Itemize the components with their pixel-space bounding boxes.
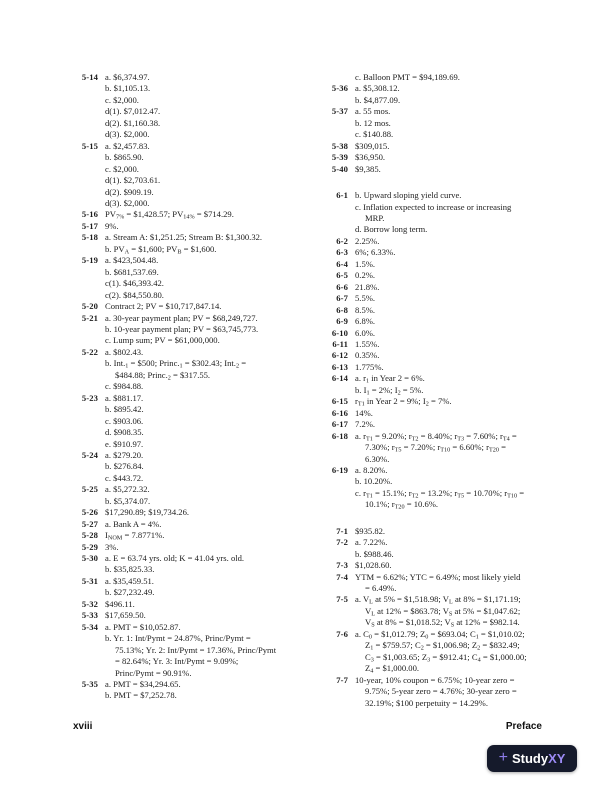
answers-column-1 — [73, 72, 323, 702]
answer-line: b. $35,825.33. — [105, 564, 155, 575]
answer-line: a. $881.17. — [105, 392, 144, 403]
answer-entry — [73, 255, 323, 301]
answer-line: c(2). $84,550.80. — [105, 289, 164, 300]
problem-number: 5-23 — [81, 392, 98, 403]
answer-line: $496.11. — [105, 598, 135, 609]
answer-line: a. $r_1$ in Year 2 = 6%. — [355, 373, 425, 385]
answer-lines — [355, 560, 392, 571]
answer-line: c. $r_{T1} = 15.1\%$; $r_{T2} = 13.2\%$; $r_{T5} = 10.70\%$; $r_{T10}$ = — [355, 487, 525, 500]
answer-line: 0.2%. — [355, 270, 376, 281]
answer-line: b. Yr. 1: Int/Pymt = 24.87%, Princ/Pymt = — [105, 633, 251, 644]
answer-lines — [355, 328, 375, 339]
answer-group — [323, 72, 608, 175]
answer-line: 10.1%; $r_{T20} = 10.6\%$. — [365, 499, 439, 511]
problem-number: 7-3 — [336, 560, 348, 571]
answer-lines — [105, 599, 135, 610]
problem-number: 5-36 — [331, 83, 348, 94]
answer-line: a. $C_0$ = $1,012.79; $Z_0$ = $693.04; $C_1$ = $1,010.02; — [355, 628, 525, 641]
problem-number: 5-25 — [81, 484, 98, 495]
answer-lines — [355, 282, 379, 293]
answer-entry — [323, 560, 608, 571]
answer-line: b. $895.42. — [105, 404, 144, 415]
answer-lines — [355, 594, 521, 628]
answer-entry — [323, 293, 608, 304]
answer-entry — [323, 190, 608, 236]
problem-number: 5-35 — [81, 679, 98, 690]
answer-line: a. Bank A = 4%. — [105, 518, 162, 529]
answer-line: b. $4,877.09. — [355, 94, 401, 105]
answer-entry — [73, 519, 323, 530]
problem-number: 5-19 — [81, 255, 98, 266]
answer-lines — [355, 629, 527, 675]
answer-lines — [105, 519, 161, 530]
answer-lines — [355, 526, 385, 537]
answer-entry — [73, 209, 323, 220]
answer-line: 10-year, 10% coupon = 6.75%; 10-year zero = — [355, 674, 515, 685]
answer-lines — [105, 347, 246, 393]
problem-number: 6-2 — [336, 235, 348, 246]
answer-entry — [323, 431, 608, 465]
answer-lines — [105, 507, 189, 518]
problem-number: 5-22 — [81, 346, 98, 357]
problem-number: 5-15 — [81, 140, 98, 151]
answer-line: b. PMT = $7,252.78. — [105, 690, 177, 701]
problem-number: 6-4 — [336, 258, 348, 269]
answer-line: 9.75%; 5-year zero = 4.76%; 30-year zero = — [365, 686, 517, 697]
answer-lines — [355, 236, 379, 247]
answer-line: 5.5%. — [355, 293, 376, 304]
answer-lines — [355, 537, 394, 560]
answer-line: b. $988.46. — [355, 548, 394, 559]
answer-entry — [323, 594, 608, 628]
answer-line: 1.775%. — [355, 361, 384, 372]
answers-column-2 — [323, 72, 608, 709]
answer-line: c. $984.88. — [105, 381, 144, 392]
answer-lines — [105, 72, 160, 141]
answer-entry — [323, 350, 608, 361]
answer-line: MRP. — [365, 212, 385, 223]
answer-lines — [105, 622, 276, 679]
answer-line: $935.82. — [355, 525, 386, 536]
answer-line: 6%; 6.33%. — [355, 247, 396, 258]
answer-entry — [323, 72, 608, 83]
answer-entry — [323, 259, 608, 270]
answer-lines — [105, 576, 154, 599]
answer-line: d(1). $2,703.61. — [105, 175, 161, 186]
problem-number: 6-16 — [331, 407, 348, 418]
answer-lines — [105, 610, 146, 621]
answer-lines — [105, 221, 119, 232]
problem-number: 6-7 — [336, 293, 348, 304]
answer-line: c. $140.88. — [355, 129, 394, 140]
problem-number: 6-15 — [331, 396, 348, 407]
answer-lines — [105, 393, 144, 450]
problem-number: 6-17 — [331, 419, 348, 430]
answer-entry — [73, 232, 323, 255]
problem-number: 5-17 — [81, 220, 98, 231]
answer-line: 2.25%. — [355, 235, 380, 246]
answer-entry — [73, 530, 323, 541]
problem-number: 6-3 — [336, 247, 348, 258]
answer-entry — [323, 247, 608, 258]
answer-lines — [355, 408, 373, 419]
answer-line: a. $V_L$ at 5% = $1,518.98; $V_L$ at 8% = $1,171.19; — [355, 594, 521, 606]
answer-entry — [323, 537, 608, 560]
answer-line: $Z_1$ = $759.57; $C_2$ = $1,006.98; $Z_2$ = $832.49; — [365, 640, 520, 652]
answer-entry — [73, 507, 323, 518]
answer-entry — [73, 393, 323, 450]
answer-entry — [73, 301, 323, 312]
answer-line: b. $I_1 = 2\%$; $I_2 = 5\%$. — [355, 384, 424, 397]
answer-line: $V_L$ at 12% = $863.78; $V_S$ at 5% = $1,047.62; — [365, 605, 521, 618]
problem-number: 6-9 — [336, 316, 348, 327]
problem-number: 6-13 — [331, 361, 348, 372]
answer-entry — [73, 450, 323, 484]
answer-line: b. Upward sloping yield curve. — [355, 190, 462, 201]
answer-entry — [73, 347, 323, 393]
answer-group — [323, 190, 608, 511]
answer-line: 0.35%. — [355, 350, 380, 361]
answer-lines — [355, 259, 375, 270]
answer-line: $309,015. — [355, 140, 390, 151]
answer-line: 3%. — [105, 541, 119, 552]
answer-lines — [355, 419, 375, 430]
answer-line: $Z_4$ = $1,000.00. — [365, 663, 420, 675]
answer-line: $1,028.60. — [355, 560, 392, 571]
answer-entry — [73, 542, 323, 553]
answer-entry — [323, 316, 608, 327]
answer-line: b. $1,105.13. — [105, 83, 151, 94]
answer-entry — [73, 553, 323, 576]
answer-entry — [323, 305, 608, 316]
answer-line: $PV_{7\%}$ = $1,428.57; $PV_{14\%}$ = $714.29. — [105, 209, 234, 221]
answer-line: d(2). $909.19. — [105, 186, 154, 197]
answer-lines — [355, 141, 389, 152]
answer-lines — [355, 72, 460, 83]
problem-number: 6-12 — [331, 350, 348, 361]
answer-line: a. $35,459.51. — [105, 575, 154, 586]
answer-line: 6.8%. — [355, 316, 376, 327]
problem-number: 5-39 — [331, 152, 348, 163]
answer-lines — [355, 373, 425, 396]
answer-line: a. $6,374.97. — [105, 72, 150, 82]
answer-entry — [323, 373, 608, 396]
answer-line: 75.13%; Yr. 2: Int/Pymt = 17.36%, Princ/Pymt — [115, 644, 277, 655]
answer-lines — [105, 450, 144, 484]
answer-lines — [105, 679, 181, 702]
answer-entry — [73, 141, 323, 210]
answer-line: b. $5,374.07. — [105, 495, 151, 506]
problem-number: 5-28 — [81, 530, 98, 541]
answer-line: Princ/Pymt = 90.91%. — [115, 667, 192, 678]
answer-lines — [105, 542, 119, 553]
answer-line: c. Inflation expected to increase or increasing — [355, 201, 512, 212]
answer-line: a. $423,504.48. — [105, 255, 159, 266]
answer-line: $r_{T1}$ in Year 2 = 9%; $I_2 = 7\%$. — [355, 396, 452, 408]
answer-line: = 82.64%; Yr. 3: Int/Pymt = 9.09%; — [115, 656, 239, 667]
answer-line: a. $r_{T1} = 9.20\%$; $r_{T2} = 8.40\%$; $r_{T3} = 7.60\%$; $r_{T4}$ = — [355, 430, 517, 443]
answer-line: $C_3$ = $1,003.65; $Z_3$ = $912.41; $C_4$ = $1,000.00; — [365, 651, 527, 664]
answer-entry — [323, 282, 608, 293]
answer-line: a. $5,272.32. — [105, 484, 150, 495]
answer-line: c. $443.72. — [105, 472, 144, 483]
answer-line: 14%. — [355, 407, 373, 418]
answer-lines — [105, 484, 150, 507]
answer-entry — [73, 221, 323, 232]
answer-line: = 6.49%. — [365, 583, 397, 594]
answer-lines — [105, 255, 164, 301]
answer-line: c(1). $46,393.42. — [105, 278, 164, 289]
answer-entry — [73, 72, 323, 141]
answer-line: d(3). $2,000. — [105, 129, 150, 140]
answer-line: c. Balloon PMT = $94,189.69. — [355, 72, 460, 82]
problem-number: 6-5 — [336, 270, 348, 281]
answer-lines — [355, 106, 393, 140]
answer-line: 6.30%. — [365, 453, 390, 464]
answer-lines — [355, 350, 379, 361]
problem-number: 6-1 — [336, 190, 348, 201]
answer-line: d(1). $7,012.47. — [105, 106, 161, 117]
answer-line: $17,290.89; $19,734.26. — [105, 507, 190, 518]
answer-line: 1.55%. — [355, 338, 380, 349]
answer-entry — [323, 270, 608, 281]
problem-number: 5-33 — [81, 610, 98, 621]
answer-entry — [323, 675, 608, 709]
answer-lines — [355, 396, 452, 407]
answer-entry — [323, 164, 608, 175]
answer-line: a. $2,457.83. — [105, 140, 150, 151]
answer-line: a. 55 mos. — [355, 106, 391, 117]
answer-group — [323, 526, 608, 709]
answer-line: b. $865.90. — [105, 152, 144, 163]
problem-number: 5-14 — [81, 72, 98, 82]
answer-lines — [105, 209, 234, 220]
answer-entry — [323, 465, 608, 511]
answer-lines — [105, 301, 221, 312]
plus-icon: + — [498, 749, 508, 766]
problem-number: 6-18 — [331, 430, 348, 441]
page-number: xviii — [73, 721, 93, 732]
answer-line: a. PMT = $34,294.65. — [105, 679, 181, 690]
problem-number: 5-21 — [81, 312, 98, 323]
problem-number: 6-6 — [336, 281, 348, 292]
answer-line: $484.88; $Princ._2$ = $317.55. — [115, 369, 211, 382]
problem-number: 5-26 — [81, 507, 98, 518]
answer-line: 8.5%. — [355, 304, 376, 315]
answer-lines — [355, 293, 375, 304]
problem-number: 5-38 — [331, 140, 348, 151]
answer-lines — [355, 152, 385, 163]
answer-entry — [323, 572, 608, 595]
answer-lines — [105, 141, 160, 210]
answer-entry — [323, 152, 608, 163]
answer-entry — [323, 419, 608, 430]
answer-entry — [323, 83, 608, 106]
answer-lines — [355, 431, 517, 465]
answer-line: b. $276.84. — [105, 461, 144, 472]
problem-number: 6-10 — [331, 327, 348, 338]
problem-number: 5-27 — [81, 518, 98, 529]
answer-line: a. $5,308.12. — [355, 83, 400, 94]
problem-number: 6-19 — [331, 464, 348, 475]
answer-line: c. $2,000. — [105, 94, 139, 105]
answer-line: 7.30%; $r_{T5} = 7.20\%$; $r_{T10} = 6.60\%$; $r_{T20}$ = — [365, 442, 506, 454]
answer-entry — [323, 396, 608, 407]
answer-line: $I_{NOM} = 7.8771\%$. — [105, 530, 165, 542]
answer-line: d. $908.35. — [105, 427, 144, 438]
answer-lines — [105, 530, 164, 541]
problem-number: 7-2 — [336, 537, 348, 548]
answer-entry — [73, 679, 323, 702]
answer-lines — [355, 305, 375, 316]
answer-line: 32.19%; $100 perpetuity = 14.29%. — [365, 697, 488, 708]
answer-line: a. $279.20. — [105, 449, 144, 460]
answer-line: b. 10-year payment plan; PV = $63,745,773. — [105, 323, 259, 334]
answer-line: a. PMT = $10,052.87. — [105, 621, 181, 632]
problem-number: 5-40 — [331, 163, 348, 174]
problem-number: 5-32 — [81, 598, 98, 609]
answer-entry — [73, 313, 323, 347]
problem-number: 5-29 — [81, 541, 98, 552]
brand-name-primary: Study — [511, 751, 549, 766]
answer-line: c. Lump sum; PV = $61,000,000. — [105, 335, 220, 346]
answer-entry — [73, 484, 323, 507]
answer-line: a. E = 63.74 yrs. old; K = 41.04 yrs. old. — [105, 553, 245, 564]
answer-lines — [105, 553, 244, 576]
problem-number: 5-18 — [81, 232, 98, 243]
answer-lines — [355, 83, 400, 106]
answer-line: b. $681,537.69. — [105, 266, 159, 277]
answer-entry — [323, 106, 608, 140]
problem-number: 5-20 — [81, 301, 98, 312]
studyxy-badge — [487, 745, 577, 772]
answer-line: b. 12 mos. — [355, 117, 391, 128]
answer-entry — [323, 339, 608, 350]
answer-lines — [355, 339, 379, 350]
problem-number: 7-1 — [336, 525, 348, 536]
answer-line: c. $2,000. — [105, 163, 139, 174]
answer-entry — [323, 362, 608, 373]
brand-wordmark — [512, 752, 565, 765]
answer-line: d(2). $1,160.38. — [105, 117, 161, 128]
answer-line: 1.5%. — [355, 258, 376, 269]
answer-line: $V_S$ at 8% = $1,018.52; $V_S$ at 12% = $982.14. — [365, 617, 520, 629]
problem-number: 5-31 — [81, 575, 98, 586]
problem-number: 6-8 — [336, 304, 348, 315]
problem-number: 6-14 — [331, 373, 348, 384]
answer-entry — [323, 526, 608, 537]
answer-lines — [355, 190, 511, 236]
answer-entry — [323, 629, 608, 675]
problem-number: 6-11 — [332, 338, 348, 349]
answer-lines — [355, 362, 384, 373]
answer-lines — [105, 313, 258, 347]
problem-number: 7-6 — [336, 628, 348, 639]
answer-line: d. Borrow long term. — [355, 224, 428, 235]
answer-lines — [355, 572, 520, 595]
answer-line: b. 10.20%. — [355, 476, 393, 487]
brand-name-accent: XY — [548, 751, 566, 766]
problem-number: 5-34 — [81, 621, 98, 632]
problem-number: 7-4 — [336, 571, 348, 582]
answer-line: 21.8%. — [355, 281, 380, 292]
answer-entry — [323, 408, 608, 419]
answer-line: 7.2%. — [355, 419, 376, 430]
section-title: Preface — [505, 721, 542, 732]
answer-entry — [73, 610, 323, 621]
answer-line: a. 7.22%. — [355, 537, 388, 548]
answer-group — [73, 72, 323, 702]
answer-line: e. $910.97. — [105, 438, 144, 449]
answer-lines — [355, 316, 375, 327]
answer-line: Contract 2; PV = $10,717,847.14. — [105, 301, 222, 312]
answer-entry — [73, 622, 323, 679]
answer-line: 9%. — [105, 220, 119, 231]
answer-lines — [355, 675, 517, 709]
answer-line: b. $PV_A$ = $1,600; $PV_B$ = $1,600. — [105, 243, 217, 256]
problem-number: 5-30 — [81, 553, 98, 564]
problem-number: 5-37 — [331, 106, 348, 117]
answer-line: a. 8.20%. — [355, 464, 388, 475]
answer-line: $17,659.50. — [105, 610, 146, 621]
answer-line: $36,950. — [355, 152, 386, 163]
answer-line: a. 30-year payment plan; PV = $68,249,727. — [105, 312, 258, 323]
answer-line: $9,385. — [355, 163, 381, 174]
answer-lines — [355, 247, 395, 258]
problem-number: 7-7 — [336, 674, 348, 685]
answer-line: 6.0%. — [355, 327, 376, 338]
problem-number: 5-24 — [81, 449, 98, 460]
answer-lines — [105, 232, 262, 255]
answer-line: a. $802.43. — [105, 346, 144, 357]
answer-entry — [323, 141, 608, 152]
problem-number: 7-5 — [336, 594, 348, 605]
answer-entry — [73, 599, 323, 610]
answer-line: b. $27,232.49. — [105, 587, 155, 598]
answer-line: d(3). $2,000. — [105, 197, 150, 208]
answer-line: YTM = 6.62%; YTC = 6.49%; most likely yield — [355, 571, 521, 582]
answer-lines — [355, 164, 381, 175]
answer-entry — [323, 236, 608, 247]
answer-lines — [355, 465, 524, 511]
answer-line: a. Stream A: $1,251.25; Stream B: $1,300.32. — [105, 232, 263, 243]
answer-line: b. $Int._1$ = $500; $Princ._1$ = $302.43; $Int._2$ = — [105, 358, 247, 370]
answer-entry — [73, 576, 323, 599]
problem-number: 5-16 — [81, 209, 98, 220]
answer-entry — [323, 328, 608, 339]
answer-lines — [355, 270, 375, 281]
answer-line: c. $903.06. — [105, 415, 144, 426]
